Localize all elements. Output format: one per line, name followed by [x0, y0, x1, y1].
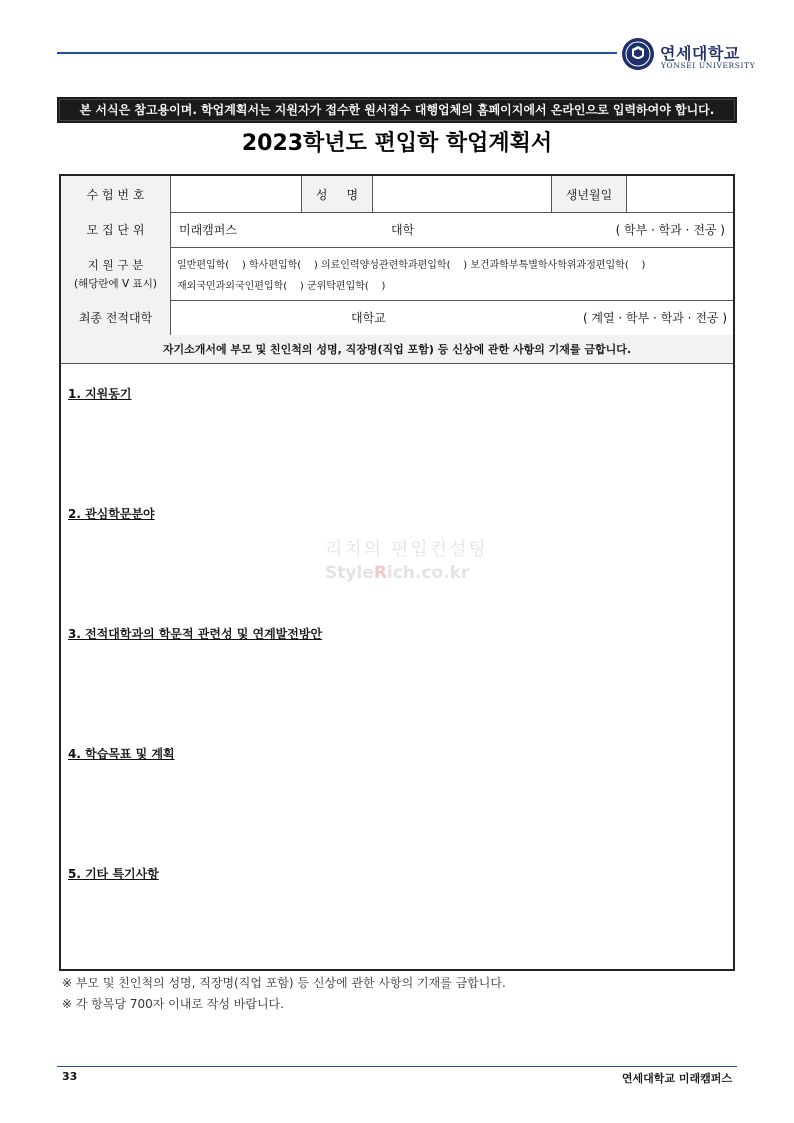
campus-text: 미래캠퍼스	[179, 223, 237, 237]
name-label: 성 명	[301, 176, 373, 212]
previous-college-suffix: ( 계열 · 학부 · 학과 · 전공 )	[582, 311, 727, 325]
logo-text-korean: 연세대학교	[660, 44, 740, 63]
birthdate-field[interactable]	[627, 176, 733, 212]
logo-text-english: YONSEI UNIVERSITY	[661, 61, 756, 70]
section-2-heading: 2. 관심학문분야	[68, 507, 155, 521]
footnote-1: ※ 부모 및 친인척의 성명, 직장명(직업 포함) 등 신상에 관한 사항의 기재를 금합니다.	[62, 976, 506, 990]
page-title: 2023학년도 편입학 학업계획서	[241, 131, 553, 156]
row-previous-college	[61, 300, 733, 336]
watermark-url-part1: Style	[325, 563, 374, 583]
section-5-heading: 5. 기타 특기사항	[68, 867, 159, 881]
college-text: 대학	[391, 223, 415, 237]
birthdate-label: 생년월일	[551, 176, 627, 212]
header-rule	[57, 52, 617, 54]
notice-banner: 본 서식은 참고용이며. 학업계획서는 지원자가 접수한 원서접수 대행업체의 홈페이지에서 온라인으로 입력하여야 합니다.	[57, 97, 737, 123]
name-field[interactable]	[373, 176, 551, 212]
exam-number-field[interactable]	[171, 176, 301, 212]
application-type-line2: 재외국민과외국인편입학( ) 군위탁편입학( )	[177, 280, 386, 292]
section-1-heading: 1. 지원동기	[68, 387, 132, 401]
application-type-label-line2: (해당란에 V 표시)	[74, 277, 157, 290]
page-number: 33	[62, 1070, 78, 1083]
application-type-label	[61, 247, 171, 300]
row-notice	[61, 335, 733, 364]
application-type-label-line1: 지 원 구 분	[87, 257, 144, 272]
watermark-url-accent: R	[373, 563, 387, 583]
form-notice-text: 자기소개서에 부모 및 친인척의 성명, 직장명(직업 포함) 등 신상에 관한 사항의 기재를 금합니다.	[61, 335, 733, 363]
footnote-2: ※ 각 항목당 700자 이내로 작성 바랍니다.	[62, 997, 284, 1011]
recruit-unit-suffix: ( 학부 · 학과 · 전공 )	[615, 223, 725, 237]
row-applicant-info	[61, 176, 733, 213]
row-application-type	[61, 247, 733, 301]
recruit-unit-label: 모 집 단 위	[61, 212, 171, 247]
previous-college-text: 대학교	[351, 311, 386, 325]
exam-number-label: 수 험 번 호	[61, 176, 171, 212]
section-3-heading: 3. 전적대학과의 학문적 관련성 및 연계발전방안	[68, 627, 323, 641]
watermark-korean: 리치의 편입컨설팅	[325, 539, 488, 560]
yonsei-seal-icon	[621, 37, 655, 71]
application-type-line1: 일반편입학( ) 학사편입학( ) 의료인력양성관련학과편입학( ) 보건과학부특별학사학위과정편입학( )	[177, 259, 646, 271]
section-4-heading: 4. 학습목표 및 계획	[68, 747, 175, 761]
footer-university: 연세대학교 미래캠퍼스	[621, 1072, 732, 1085]
watermark-url-part2: ich.co.kr	[386, 563, 470, 583]
previous-college-label: 최종 전적대학	[61, 300, 171, 335]
footer-rule	[57, 1066, 737, 1067]
watermark-url	[325, 563, 469, 583]
row-recruit-unit	[61, 212, 733, 248]
application-type-options[interactable]	[177, 247, 729, 300]
